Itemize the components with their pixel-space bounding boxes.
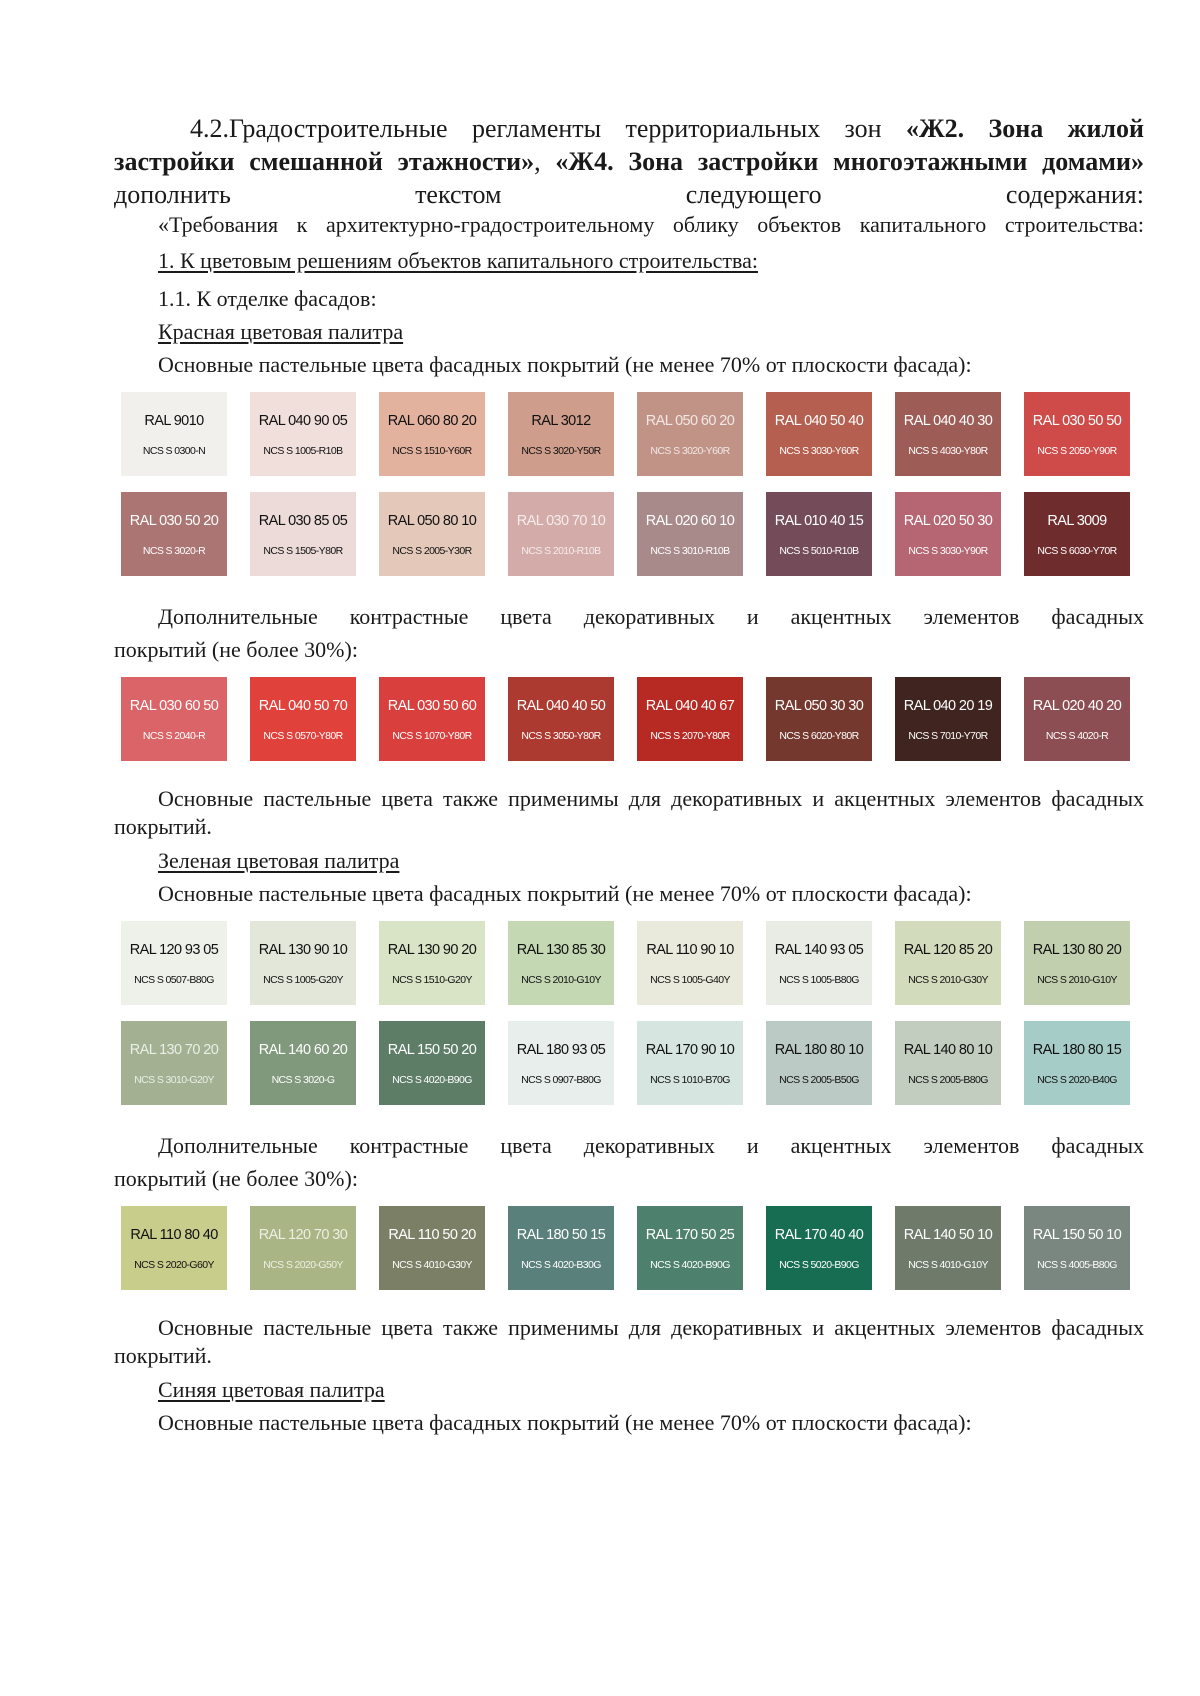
- swatch-ncs-code: NCS S 1005-G40Y: [650, 974, 730, 986]
- swatch-ncs-code: NCS S 2010-G10Y: [1037, 974, 1117, 986]
- color-swatch: [637, 1206, 743, 1290]
- swatch-ncs-code: NCS S 1010-B70G: [650, 1074, 730, 1086]
- red-note: Основные пастельные цвета также применимы для декоративных и акцентных элементов фасадных покрытий.: [114, 786, 1144, 839]
- swatch-ral-code: RAL 130 90 20: [387, 942, 477, 958]
- swatch-ral-code: RAL 050 80 10: [387, 513, 477, 529]
- swatch-ncs-code: NCS S 3020-Y60R: [650, 445, 730, 457]
- swatch-ncs-code: NCS S 3020-G: [271, 1074, 335, 1086]
- swatch-ncs-code: NCS S 6020-Y80R: [779, 730, 859, 742]
- color-swatch: [250, 677, 356, 761]
- color-swatch: [250, 392, 356, 476]
- color-swatch: [508, 677, 614, 761]
- swatch-ncs-code: NCS S 2010-G10Y: [521, 974, 601, 986]
- swatch-ncs-code: NCS S 0907-B80G: [521, 1074, 601, 1086]
- swatch-ral-code: RAL 040 20 19: [903, 698, 993, 714]
- swatch-ncs-code: NCS S 1005-B80G: [779, 974, 859, 986]
- swatch-ncs-code: NCS S 0507-B80G: [134, 974, 214, 986]
- swatch-ncs-code: NCS S 2005-B50G: [779, 1074, 859, 1086]
- red-main-label: Основные пастельные цвета фасадных покрытий (не менее 70% от плоскости фасада):: [158, 352, 972, 377]
- swatch-ncs-code: NCS S 3030-Y60R: [779, 445, 859, 457]
- swatch-ncs-code: NCS S 6030-Y70R: [1037, 545, 1117, 557]
- swatch-ral-code: RAL 040 40 30: [903, 413, 993, 429]
- swatch-ncs-code: NCS S 2070-Y80R: [650, 730, 730, 742]
- swatch-ral-code: RAL 130 70 20: [129, 1042, 219, 1058]
- color-swatch: [508, 921, 614, 1005]
- swatch-ral-code: RAL 110 80 40: [130, 1227, 218, 1243]
- color-swatch: [895, 492, 1001, 576]
- swatch-ncs-code: NCS S 3020-R: [142, 545, 206, 557]
- swatch-ncs-code: NCS S 2020-B40G: [1037, 1074, 1117, 1086]
- swatch-ncs-code: NCS S 2040-R: [142, 730, 206, 742]
- color-swatch: [508, 492, 614, 576]
- swatch-ral-code: RAL 030 50 60: [387, 698, 477, 714]
- swatch-ncs-code: NCS S 2020-G50Y: [263, 1259, 343, 1271]
- swatch-ral-code: RAL 180 93 05: [516, 1042, 606, 1058]
- color-swatch: [121, 492, 227, 576]
- color-swatch: [121, 1021, 227, 1105]
- color-swatch: [1024, 1021, 1130, 1105]
- swatch-ral-code: RAL 3012: [531, 413, 591, 429]
- zone-zh2-name: «Ж2. Зона жилой застройки смешанной этажности»: [114, 114, 1144, 176]
- color-swatch: [121, 677, 227, 761]
- zone-zh4-name: «Ж4. Зона застройки многоэтажными домами»: [555, 147, 1145, 176]
- swatch-ral-code: RAL 030 60 50: [129, 698, 219, 714]
- swatch-ncs-code: NCS S 4020-R: [1045, 730, 1109, 742]
- swatch-ncs-code: NCS S 4020-B90G: [392, 1074, 472, 1086]
- swatch-ral-code: RAL 180 80 15: [1032, 1042, 1122, 1058]
- swatch-ral-code: RAL 120 85 20: [903, 942, 993, 958]
- color-swatch: [250, 921, 356, 1005]
- color-swatch: [1024, 492, 1130, 576]
- swatch-ral-code: RAL 140 60 20: [258, 1042, 348, 1058]
- blue-palette-title: [114, 1373, 1144, 1406]
- blue-main-label: Основные пастельные цвета фасадных покрытий (не менее 70% от плоскости фасада):: [158, 1410, 972, 1435]
- color-swatch: [379, 921, 485, 1005]
- swatch-ncs-code: NCS S 7010-Y70R: [908, 730, 988, 742]
- swatch-ral-code: RAL 010 40 15: [774, 513, 864, 529]
- color-swatch: [250, 1021, 356, 1105]
- red-accent-label-line2: покрытий (не более 30%):: [114, 637, 358, 662]
- swatch-ncs-code: NCS S 2050-Y90R: [1037, 445, 1117, 457]
- green-main-swatches: [121, 921, 1144, 1105]
- color-swatch: [508, 1206, 614, 1290]
- color-swatch: [379, 1021, 485, 1105]
- color-swatch: [1024, 392, 1130, 476]
- swatch-ral-code: RAL 3009: [1047, 513, 1107, 529]
- color-swatch: [121, 921, 227, 1005]
- swatch-ral-code: RAL 130 90 10: [258, 942, 348, 958]
- swatch-ncs-code: NCS S 1070-Y80R: [392, 730, 472, 742]
- heading-separator: ,: [534, 147, 556, 176]
- document-page: [114, 112, 1144, 1439]
- swatch-ncs-code: NCS S 2010-R10B: [521, 545, 601, 557]
- swatch-ral-code: RAL 020 40 20: [1032, 698, 1122, 714]
- swatch-ral-code: RAL 110 90 10: [646, 942, 734, 958]
- swatch-ncs-code: NCS S 3010-G20Y: [134, 1074, 214, 1086]
- swatch-ncs-code: NCS S 5010-R10B: [779, 545, 859, 557]
- red-accent-label-line1: Дополнительные контрастные цвета декоративных и акцентных элементов фасадных: [158, 604, 1144, 629]
- swatch-ral-code: RAL 9010: [144, 413, 204, 429]
- color-swatch: [895, 1021, 1001, 1105]
- color-swatch: [379, 677, 485, 761]
- color-swatch: [766, 492, 872, 576]
- color-swatch: [637, 677, 743, 761]
- swatch-ncs-code: NCS S 5020-B90G: [779, 1259, 859, 1271]
- swatch-ral-code: RAL 050 60 20: [645, 413, 735, 429]
- color-swatch: [121, 392, 227, 476]
- color-swatch: [766, 392, 872, 476]
- item-1-text: 1. К цветовым решениям объектов капитального строительства:: [158, 248, 758, 273]
- green-palette-title: [114, 844, 1144, 877]
- color-swatch: [379, 492, 485, 576]
- swatch-ral-code: RAL 040 50 40: [774, 413, 864, 429]
- swatch-ncs-code: NCS S 3020-Y50R: [521, 445, 601, 457]
- swatch-ncs-code: NCS S 3010-R10B: [650, 545, 730, 557]
- color-swatch: [637, 492, 743, 576]
- swatch-ncs-code: NCS S 1005-G20Y: [263, 974, 343, 986]
- swatch-ral-code: RAL 130 80 20: [1032, 942, 1122, 958]
- swatch-ncs-code: NCS S 3030-Y90R: [908, 545, 988, 557]
- green-accent-swatches: [121, 1206, 1144, 1290]
- swatch-ncs-code: NCS S 3050-Y80R: [521, 730, 601, 742]
- item-1: [114, 244, 1144, 277]
- swatch-ral-code: RAL 170 90 10: [645, 1042, 735, 1058]
- swatch-ral-code: RAL 020 50 30: [903, 513, 993, 529]
- swatch-ral-code: RAL 120 70 30: [258, 1227, 348, 1243]
- color-swatch: [637, 921, 743, 1005]
- swatch-ral-code: RAL 180 50 15: [516, 1227, 606, 1243]
- swatch-ncs-code: NCS S 0300-N: [142, 445, 206, 457]
- color-swatch: [766, 1206, 872, 1290]
- blue-palette-title-text: Синяя цветовая палитра: [158, 1377, 385, 1402]
- color-swatch: [250, 1206, 356, 1290]
- swatch-ral-code: RAL 120 93 05: [129, 942, 219, 958]
- item-1-1: 1.1. К отделке фасадов:: [158, 286, 377, 311]
- swatch-ral-code: RAL 180 80 10: [774, 1042, 864, 1058]
- green-accent-label-line1: Дополнительные контрастные цвета декоративных и акцентных элементов фасадных: [158, 1133, 1144, 1158]
- swatch-ncs-code: NCS S 1510-G20Y: [392, 974, 472, 986]
- swatch-ncs-code: NCS S 4020-B30G: [521, 1259, 601, 1271]
- color-swatch: [379, 392, 485, 476]
- swatch-ral-code: RAL 170 40 40: [774, 1227, 864, 1243]
- color-swatch: [766, 921, 872, 1005]
- swatch-ncs-code: NCS S 2020-G60Y: [134, 1259, 214, 1271]
- color-swatch: [895, 677, 1001, 761]
- color-swatch: [1024, 677, 1130, 761]
- swatch-ral-code: RAL 030 70 10: [516, 513, 606, 529]
- swatch-ncs-code: NCS S 2005-B80G: [908, 1074, 988, 1086]
- red-palette-title: [114, 315, 1144, 348]
- swatch-ncs-code: NCS S 4010-G30Y: [392, 1259, 472, 1271]
- swatch-ral-code: RAL 140 93 05: [774, 942, 864, 958]
- heading-suffix: дополнить текстом следующего содержания:: [114, 180, 1144, 209]
- color-swatch: [895, 392, 1001, 476]
- color-swatch: [766, 677, 872, 761]
- swatch-ral-code: RAL 050 30 30: [774, 698, 864, 714]
- color-swatch: [379, 1206, 485, 1290]
- green-accent-label-line2: покрытий (не более 30%):: [114, 1166, 358, 1191]
- color-swatch: [1024, 921, 1130, 1005]
- swatch-ral-code: RAL 170 50 25: [645, 1227, 735, 1243]
- color-swatch: [637, 1021, 743, 1105]
- color-swatch: [1024, 1206, 1130, 1290]
- swatch-ncs-code: NCS S 4010-G10Y: [908, 1259, 988, 1271]
- swatch-ral-code: RAL 040 40 67: [645, 698, 735, 714]
- swatch-ncs-code: NCS S 1005-R10B: [263, 445, 343, 457]
- green-note: Основные пастельные цвета также применимы для декоративных и акцентных элементов фасадных покрытий.: [114, 1315, 1144, 1368]
- color-swatch: [121, 1206, 227, 1290]
- section-heading: [114, 112, 1144, 211]
- swatch-ral-code: RAL 040 50 70: [258, 698, 348, 714]
- green-main-label: Основные пастельные цвета фасадных покрытий (не менее 70% от плоскости фасада):: [158, 881, 972, 906]
- color-swatch: [250, 492, 356, 576]
- swatch-ral-code: RAL 030 50 20: [129, 513, 219, 529]
- color-swatch: [508, 392, 614, 476]
- swatch-ral-code: RAL 060 80 20: [387, 413, 477, 429]
- swatch-ncs-code: NCS S 4030-Y80R: [908, 445, 988, 457]
- swatch-ncs-code: NCS S 4005-B80G: [1037, 1259, 1117, 1271]
- swatch-ral-code: RAL 140 50 10: [903, 1227, 993, 1243]
- swatch-ral-code: RAL 130 85 30: [516, 942, 606, 958]
- swatch-ral-code: RAL 030 85 05: [258, 513, 348, 529]
- swatch-ncs-code: NCS S 2010-G30Y: [908, 974, 988, 986]
- heading-prefix: 4.2.Градостроительные регламенты территориальных зон: [190, 114, 906, 143]
- swatch-ncs-code: NCS S 1510-Y60R: [392, 445, 472, 457]
- green-palette-title-text: Зеленая цветовая палитра: [158, 848, 400, 873]
- swatch-ral-code: RAL 110 50 20: [388, 1227, 476, 1243]
- color-swatch: [637, 392, 743, 476]
- swatch-ral-code: RAL 040 40 50: [516, 698, 606, 714]
- swatch-ral-code: RAL 030 50 50: [1032, 413, 1122, 429]
- swatch-ral-code: RAL 040 90 05: [258, 413, 348, 429]
- color-swatch: [766, 1021, 872, 1105]
- swatch-ncs-code: NCS S 0570-Y80R: [263, 730, 343, 742]
- red-accent-swatches: [121, 677, 1144, 761]
- swatch-ral-code: RAL 020 60 10: [645, 513, 735, 529]
- red-palette-title-text: Красная цветовая палитра: [158, 319, 404, 344]
- color-swatch: [508, 1021, 614, 1105]
- swatch-ncs-code: NCS S 4020-B90G: [650, 1259, 730, 1271]
- color-swatch: [895, 921, 1001, 1005]
- color-swatch: [895, 1206, 1001, 1290]
- swatch-ral-code: RAL 140 80 10: [903, 1042, 993, 1058]
- swatch-ncs-code: NCS S 1505-Y80R: [263, 545, 343, 557]
- red-main-swatches: [121, 392, 1144, 576]
- swatch-ral-code: RAL 150 50 20: [387, 1042, 477, 1058]
- swatch-ncs-code: NCS S 2005-Y30R: [392, 545, 472, 557]
- requirements-intro: «Требования к архитектурно-градостроительному облику объектов капитального строительства:: [158, 212, 1144, 237]
- swatch-ral-code: RAL 150 50 10: [1032, 1227, 1122, 1243]
